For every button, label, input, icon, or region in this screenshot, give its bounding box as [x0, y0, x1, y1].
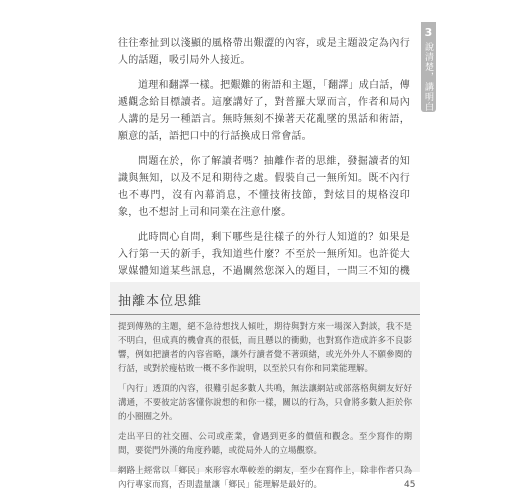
box-paragraph: 「內行」透頂的內容，很難引起多數人共鳴，無法讓網站或部落格與網友好好溝通，不要彼定訪客懂你說想的和你一樣，關以的行為，只會將多數人拒於你的小圈圈之外。 [118, 384, 412, 422]
chapter-number: 3 [424, 26, 433, 39]
box-divider [110, 314, 420, 315]
chapter-tab [421, 22, 436, 112]
body-paragraph: 道理和翻譯一樣。把艱難的術語和主題，「翻譯」成白話，傳遞觀念給目標讀者。這麼講好了，對普羅大眾而言，作者和局內人講的是另一種語言。無時無刻不操著天花亂墜的黑話和術語，願意的話，語把口中的行話換成日常會話。 [118, 80, 410, 142]
box-paragraph: 提到傳熟的主題，絕不急待想找人傾吐，期待與對方來一場深入對談，我不是不明白，但成真的機會真的很低，而且懸以的衝動，也對寫作造成許多不良影響，例如把讀者的內容省略，讓外行讀者覺不著頭緒，或光外外人不願參閱的行話，或對於瘦枯敗一概不多作說明，以至於只有你和同業能理解。 [118, 322, 412, 374]
box-title: 抽離本位思維 [118, 294, 203, 309]
body-paragraph: 問題在於，你了解讀者嗎？抽離作者的思維，發掘讀者的知識與無知，以及不足和期待之處。假裝自己一無所知。既不內行也不專門，沒有內幕消息，不懂技術技節，對炫目的規格沒印象，也不想討上司和同業在注意什麼。 [118, 156, 410, 218]
box-paragraph: 網路上經常以「鄉民」來形容水準較差的網友，至少在寫作上，除非作者只為內行專家而寫，否則盡量讓「鄉民」能理解是最好的。 [118, 466, 412, 490]
page-number: 45 [404, 480, 416, 490]
body-paragraph: 此時問心自問，剩下哪些是往樣子的外行人知道的？如果是入行第一天的新手，我知道些什麼？不至於一無所知。也許從大眾媒體知道某些訊息，不過關然您深入的題目，一問三不知的機 [118, 232, 410, 277]
body-paragraph: 往往牽扯到以淺顯的風格帶出艱澀的內容，或是主題設定為內行人的話題，吸引局外人接近。 [118, 38, 410, 66]
box-paragraph: 走出平日的社交圈、公司或產業，會遇到更多的價值和觀念。至少寫作的期間，要從門外漢的角度矜聽，或從局外人的立場觀察。 [118, 432, 412, 456]
chapter-title: 說清楚，講明白 [423, 42, 433, 112]
box-body [118, 320, 412, 498]
